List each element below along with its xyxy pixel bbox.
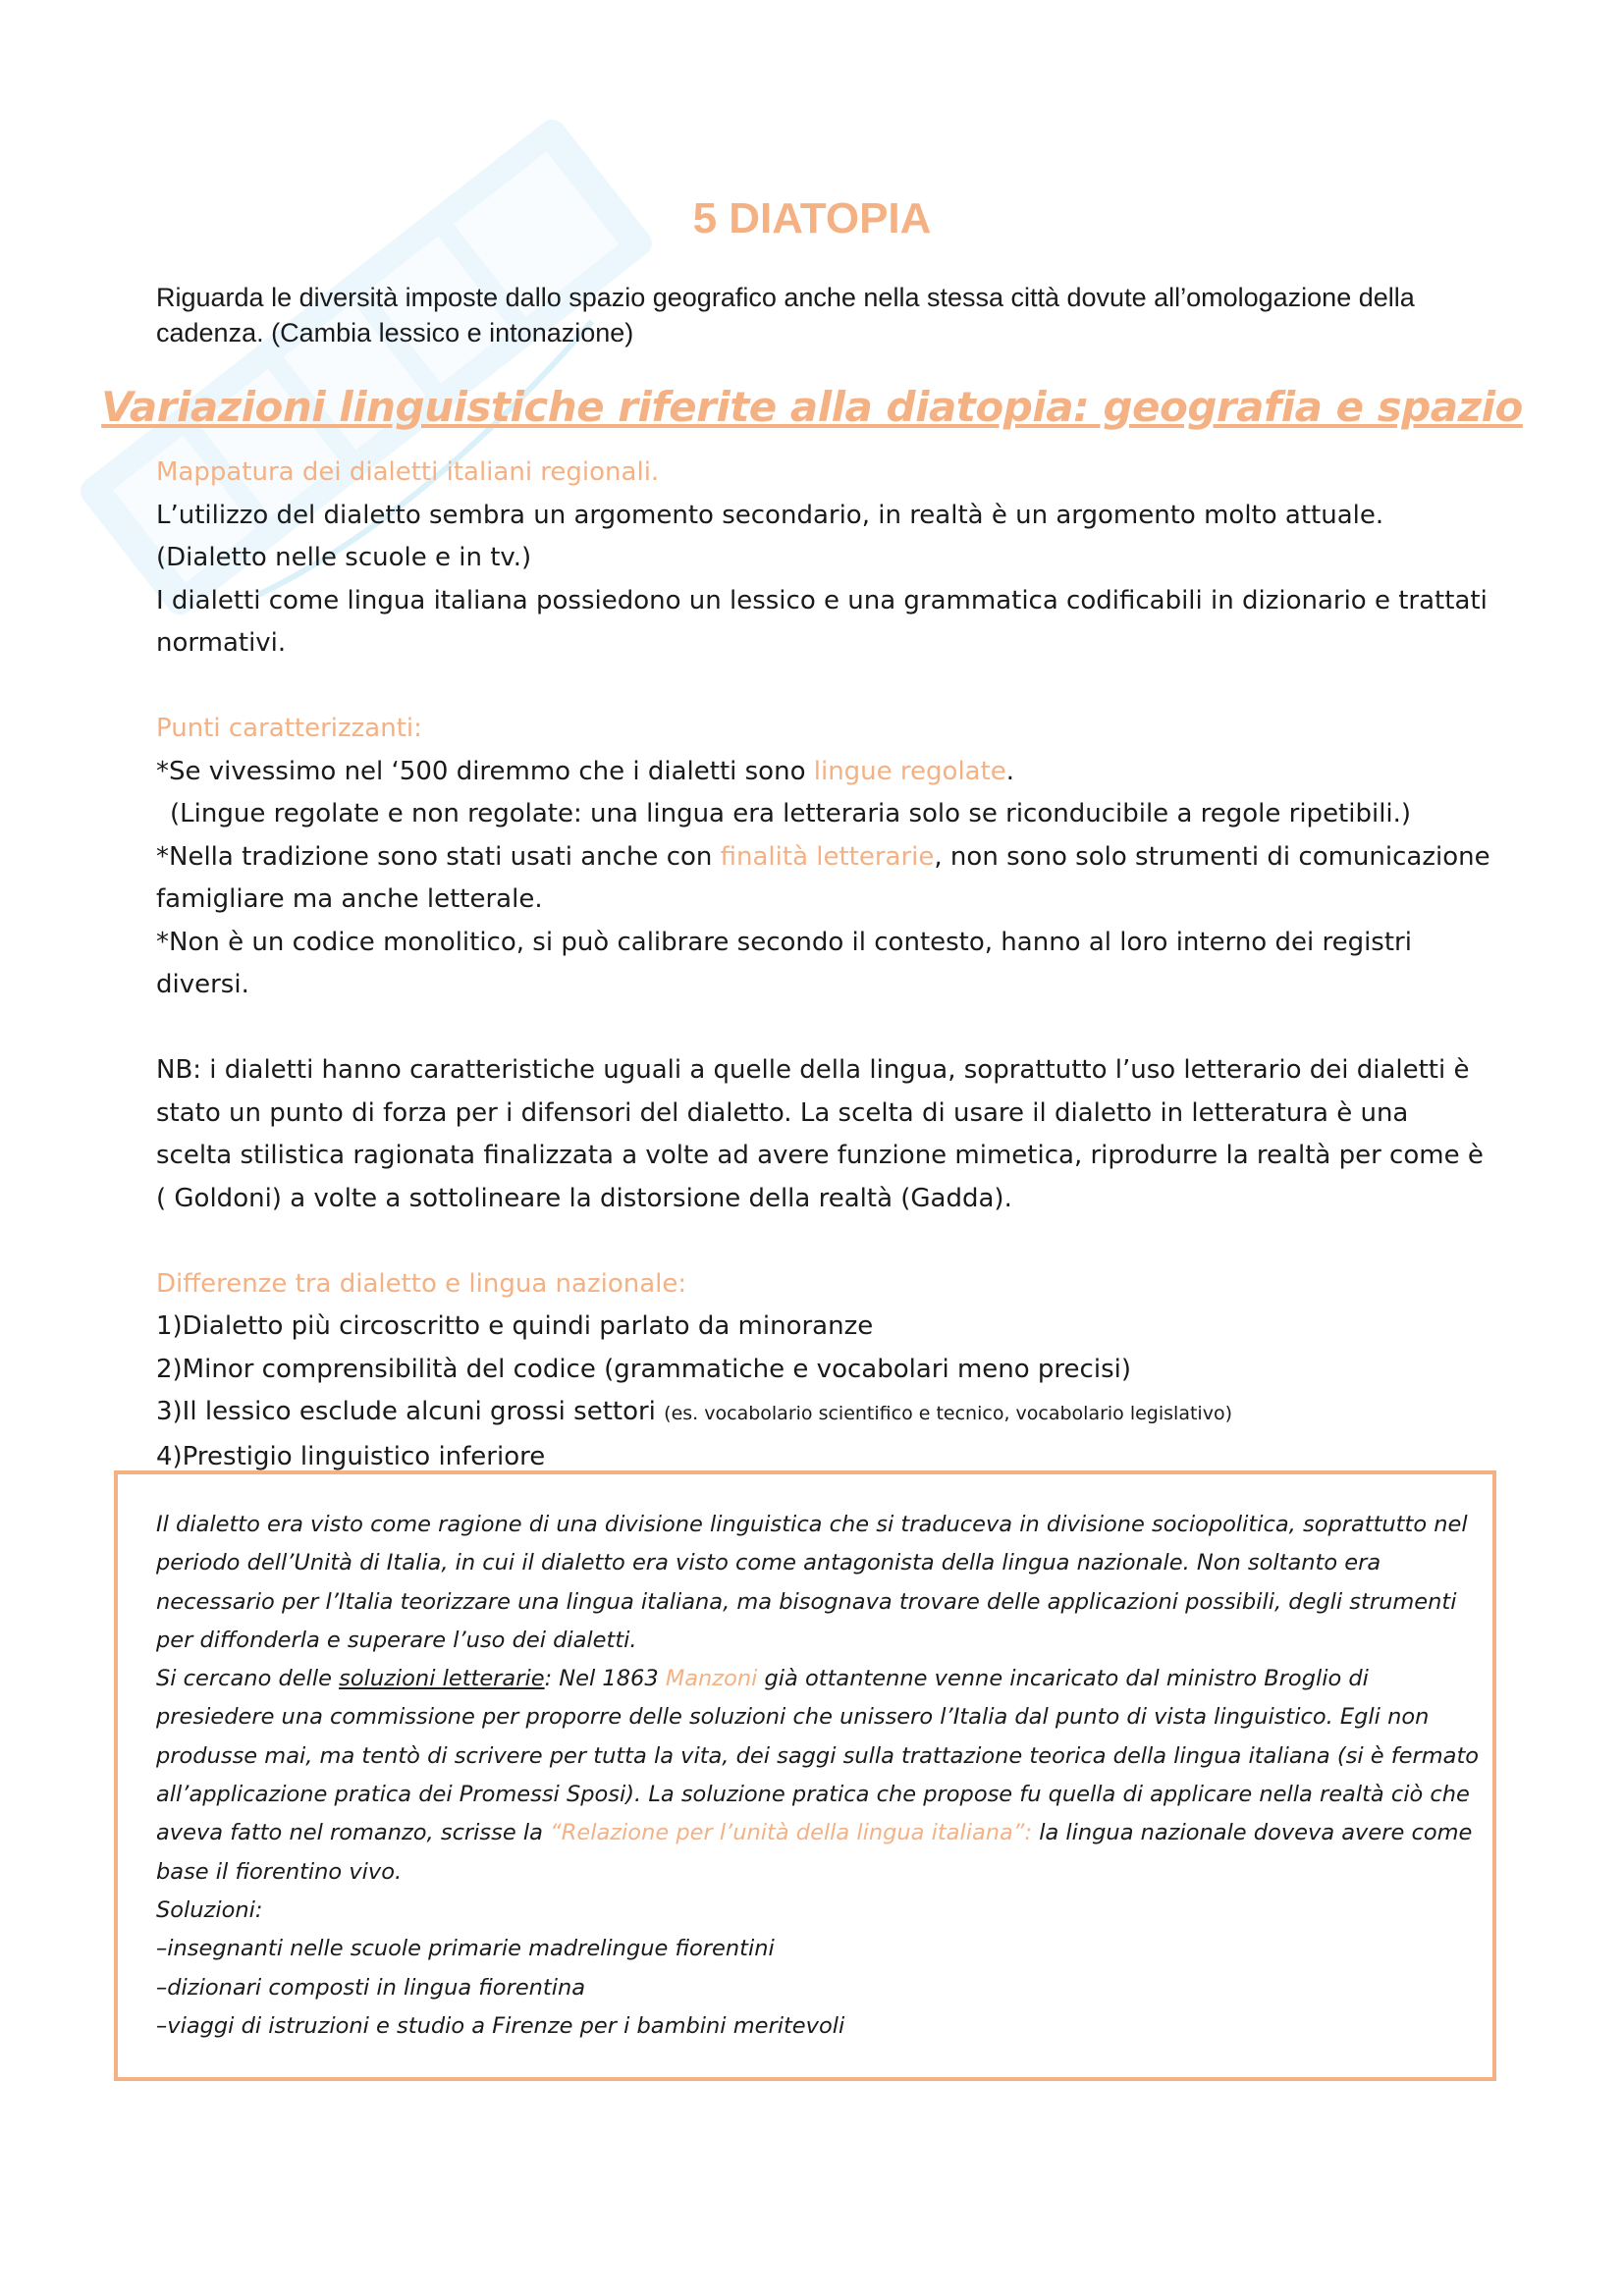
differenze-item-3: 3)Il lessico esclude alcuni grossi settori (es. vocabolario scientifico e tecnico, vocabolario legislativo) xyxy=(156,1397,1232,1426)
differenze-heading: Differenze tra dialetto e lingua nazionale: xyxy=(156,1268,687,1299)
page-title: 5 DIATOPIA xyxy=(692,194,932,242)
punti-item-3: *Non è un codice monolitico, si può calibrare secondo il contesto, hanno al loro interno dei registri diversi. xyxy=(156,927,1412,999)
mappatura-heading: Mappatura dei dialetti italiani regionali. xyxy=(156,457,660,487)
callout-paragraph-2: Si cercano delle soluzioni letterarie: Nel 1863 Manzoni già ottantenne venne incaricato dal ministro Broglio di presiedere una commissione per proporre delle soluzioni che unissero l’Italia dal punto di vista linguistico. Egli non produsse mai, ma tentò di scrivere per tutta la vita, dei saggi sulla trattazione teorica della lingua italiana (si è fermato all’applicazione pratica dei Promessi Sposi). La soluzione pratica che propose fu quella di applicare nella realtà ciò che aveva fatto nel romanzo, scrisse la “Relazione per l’unità della lingua italiana”: la lingua nazionale doveva avere come base il fiorentino vivo. xyxy=(156,1666,1480,1885)
soluzione-item-3: –viaggi di istruzioni e studio a Firenze per i bambini meritevoli xyxy=(156,2012,845,2039)
punti-item-1-note: (Lingue regolate e non regolate: una lingua era letteraria solo se riconducibile a regole ripetibili.) xyxy=(170,799,1412,828)
main-content xyxy=(156,452,1491,1478)
highlight-relazione: “Relazione per l’unità della lingua italiana”: xyxy=(550,1820,1033,1846)
highlight-finalita-letterarie: finalità letterarie xyxy=(720,841,935,872)
punti-item-2: *Nella tradizione sono stati usati anche con finalità letterarie, non sono solo strumenti di comunicazione famigliare ma anche letterale. xyxy=(156,841,1490,914)
punti-item-1: *Se vivessimo nel ‘500 diremmo che i dialetti sono lingue regolate. xyxy=(156,756,1015,786)
differenze-item-2: 2)Minor comprensibilità del codice (grammatiche e vocabolari meno precisi) xyxy=(156,1354,1131,1384)
callout-text xyxy=(156,1506,1491,2046)
differenze-item-4: 4)Prestigio linguistico inferiore xyxy=(156,1441,546,1471)
punti-heading: Punti caratterizzanti: xyxy=(156,714,422,743)
soluzioni-label: Soluzioni: xyxy=(156,1896,263,1923)
intro-paragraph: Riguarda le diversità imposte dallo spazio geografico anche nella stessa città dovute all’omologazione della cadenza. (Cambia lessico e intonazione) xyxy=(156,283,1415,347)
section-heading: Variazioni linguistiche riferite alla diatopia: geografia e spazio xyxy=(101,383,1523,431)
callout-paragraph-1: Il dialetto era visto come ragione di una divisione linguistica che si traduceva in divisione sociopolitica, soprattutto nel periodo dell’Unità di Italia, in cui il dialetto era visto come antagonista della lingua nazionale. Non soltanto era necessario per l’Italia teorizzare una lingua italiana, ma bisognava trovare delle applicazioni possibili, degli strumenti per diffonderla e superare l’uso dei dialetti. xyxy=(156,1512,1468,1653)
soluzioni-letterarie-link: soluzioni letterarie xyxy=(339,1666,545,1692)
soluzione-item-1: –insegnanti nelle scuole primarie madrelingue fiorentini xyxy=(156,1936,775,1962)
mappatura-paragraph-2: I dialetti come lingua italiana possiedono un lessico e una grammatica codificabili in dizionario e trattati normativi. xyxy=(156,585,1488,658)
soluzione-item-2: –dizionari composti in lingua fiorentina xyxy=(156,1974,586,2001)
differenze-item-1: 1)Dialetto più circoscritto e quindi parlato da minoranze xyxy=(156,1311,874,1341)
nb-paragraph: NB: i dialetti hanno caratteristiche uguali a quelle della lingua, soprattutto l’uso letterario dei dialetti è stato un punto di forza per i difensori del dialetto. La scelta di usare il dialetto in letteratura è una scelta stilistica ragionata finalizzata a volte ad avere funzione mimetica, riprodurre la realtà per come è ( Goldoni) a volte a sottolineare la distorsione della realtà (Gadda). xyxy=(156,1055,1484,1213)
highlight-manzoni: Manzoni xyxy=(665,1666,758,1692)
mappatura-paragraph-1: L’utilizzo del dialetto sembra un argomento secondario, in realtà è un argomento molto attuale. (Dialetto nelle scuole e in tv.) xyxy=(156,500,1384,572)
highlight-lingue-regolate: lingue regolate xyxy=(813,756,1006,786)
